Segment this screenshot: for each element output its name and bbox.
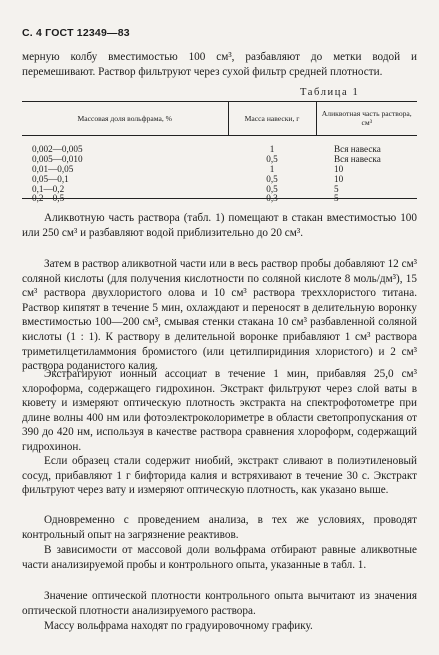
table-cell: 0,5 [266, 173, 278, 184]
header-tungsten-fraction: Массовая доля вольфрама, % [22, 102, 228, 136]
table-cell: 0,01—0,05 [32, 163, 74, 174]
paragraph-aliquot-selection: В зависимости от массовой доли вольфрама отбирают равные аликвотные части анализируемой пробы и контрольного опыта, указанные в табл. 1. [22, 544, 417, 571]
page-header: С. 4 ГОСТ 12349—83 [22, 27, 130, 39]
column-aliquot [316, 136, 417, 204]
table-bottom-rule [22, 198, 417, 199]
paragraph-niobium: Если образец стали содержит ниобий, экстракт сливают в полиэтиленовый сосуд, прибавляют 1 г бифторида калия и встряхивают в течение 30 с. Экстракт фильтруют через вату и измеряют оптическую плотность, как указано выше. [22, 455, 417, 497]
header-sample-mass: Масса навески, г [228, 102, 316, 136]
paragraph-aliquot: Аликвотную часть раствора (табл. 1) помещают в стакан вместимостью 100 или 250 см³ и разбавляют водой приблизительно до 20 см³. [22, 212, 417, 239]
table-cell: 10 [334, 163, 344, 174]
table-cell: 1 [269, 144, 275, 154]
table-cell: 10 [334, 173, 344, 184]
table-cell: 1 [269, 163, 275, 174]
intro-paragraph: мерную колбу вместимостью 100 см³, разбавляют до метки водой и перемешивают. Раствор фильтруют через сухой фильтр средней плотности. [22, 51, 417, 78]
table-cell: Вся навеска [334, 144, 381, 154]
table-cell: 0,005—0,010 [32, 153, 83, 164]
table-cell: 0,1—0,2 [32, 183, 65, 194]
table-cell: 0,002—0,005 [32, 144, 83, 154]
table-cell: 0,5 [266, 153, 278, 164]
paragraph-calibration: Массу вольфрама находят по градуировочному графику. [44, 620, 313, 632]
table-caption: Таблица 1 [300, 87, 360, 98]
table-cell: 5 [334, 183, 339, 194]
table-cell: 0,5 [266, 183, 278, 194]
column-sample-mass [228, 136, 316, 204]
paragraph-blank-test: Одновременно с проведением анализа, в тех же условиях, проводят контрольный опыт на загрязнение реактивов. [22, 514, 417, 541]
table-1 [22, 101, 417, 203]
paragraph-subtraction: Значение оптической плотности контрольного опыта вычитают из значения оптической плотности анализируемого раствора. [22, 590, 417, 617]
paragraph-reduction: Затем в раствор аликвотной части или в весь раствор пробы добавляют 12 см³ соляной кислоты (для получения кислотности по соляной кислоте 8 моль/дм³), 15 см³ раствора двухлористого олова и 10 см³ раствора треххлористого титана. Раствор кипятят в течение 5 мин, охлаждают и переносят в делительную воронку вместимостью 100—200 см³, смывая стенки стакана 10 см³ разбавленной соляной кислоты (1 : 1). К раствору в делительной воронке прибавляют 1 см³ раствора триметилцетиламмония бромистого (или цетилпиридиния хлористого) и 2 см³ раствора роданистого калия. [22, 258, 417, 373]
paragraph-extraction: Экстрагируют ионный ассоциат в течение 1 мин, прибавляя 25,0 см³ хлороформа, содержащего гидрохинон. Экстракт фильтруют через слой ваты в кювету и измеряют оптическую плотность экстракта на спектрофотометре при длине волны 400 нм или фотоэлектроколориметре в области светопропускания от 390 до 420 нм, используя в качестве раствора сравнения хлороформ, содержащий гидрохинон. [22, 368, 417, 453]
table-cell: 0,05—0,1 [32, 173, 69, 184]
header-aliquot: Аликвотная часть раствора, см³ [316, 102, 417, 136]
column-tungsten-fraction [22, 136, 228, 204]
table-cell: Вся навеска [334, 153, 381, 164]
